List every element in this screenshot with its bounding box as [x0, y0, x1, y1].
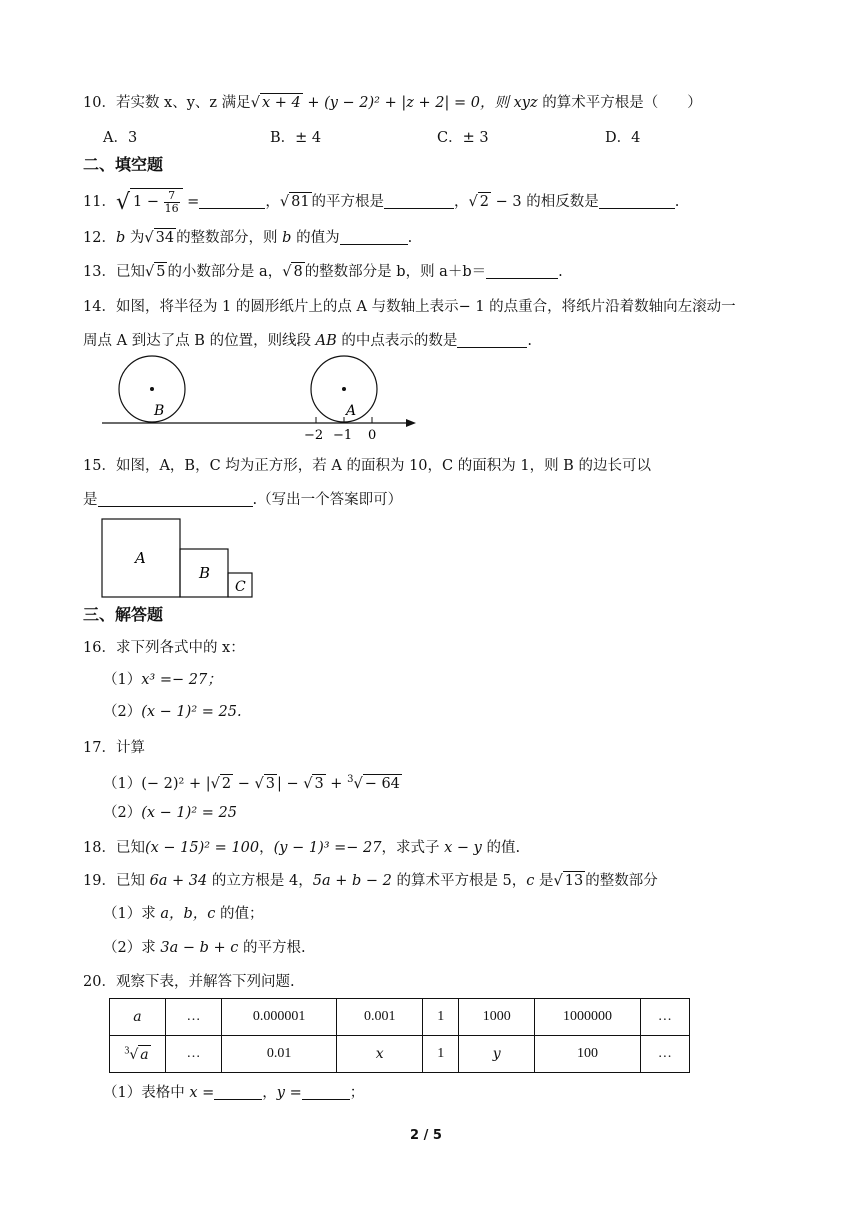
- question-text: 的小数部分是 a，: [167, 264, 283, 280]
- part-label: （2）: [103, 704, 142, 720]
- denominator: 16: [164, 201, 179, 215]
- question-number: 18．: [83, 840, 116, 856]
- question-14-line2: [83, 331, 532, 351]
- question-19-part2: [103, 938, 306, 958]
- question-17-part2: [103, 803, 237, 823]
- question-text: 周点 A 到达了点 B 的位置，则线段: [83, 333, 316, 349]
- sqrt-fraction: √: [115, 190, 130, 215]
- table-cell: …: [640, 1036, 689, 1073]
- question-text: 表格中: [141, 1085, 190, 1101]
- tick-label-minus1: −1: [333, 428, 353, 443]
- radicand: 2: [221, 775, 232, 792]
- radicand: 3: [314, 775, 324, 792]
- question-text: .（写出一个答案即可）: [252, 492, 403, 508]
- expression: 5a + b − 2: [312, 873, 392, 889]
- cube-root-index: 3: [124, 1044, 130, 1056]
- question-13: [83, 262, 563, 282]
- question-20: [83, 972, 295, 992]
- section-solutions: 三、解答题: [83, 605, 164, 624]
- table-cell: 1000: [459, 999, 535, 1036]
- radicand: [130, 188, 183, 215]
- squares-figure: [98, 515, 258, 601]
- question-number: 11．: [83, 194, 116, 210]
- answer-blank[interactable]: [340, 229, 408, 245]
- cube-root: √ a: [129, 1046, 149, 1063]
- question-number: 12．: [83, 230, 116, 246]
- expression: 6a + 34: [149, 873, 208, 889]
- question-11: 11．√ 1 − $\frac{7}{16}$ = ，√ 81 的平方根是 ，√ 2 − 3 的相反数是 .: [83, 188, 680, 215]
- radicand-pre: 1 −: [132, 194, 159, 210]
- part-label: （2）: [103, 940, 142, 956]
- answer-blank[interactable]: [599, 193, 675, 209]
- label-b: B: [154, 403, 165, 419]
- sqrt-expression: √ x + 4: [250, 95, 301, 111]
- question-10: [83, 93, 702, 113]
- question-number: 15．: [83, 458, 116, 474]
- question-text: 的整数部分是 b，则 a＋b＝: [304, 264, 487, 280]
- question-text: 已知: [115, 873, 150, 889]
- table-cell: 0.000001: [221, 999, 336, 1036]
- radicand: a: [140, 1046, 149, 1063]
- sqrt-2: √ 2: [210, 775, 232, 792]
- question-text: 的值；: [215, 906, 264, 922]
- label-square-b: B: [199, 564, 211, 582]
- expression-part: −: [233, 775, 255, 792]
- answer-blank[interactable]: [98, 491, 253, 507]
- question-16-part1: [103, 670, 222, 690]
- var-b: b: [115, 230, 126, 246]
- question-20-part1: [103, 1083, 364, 1103]
- var-c: c: [526, 873, 535, 889]
- separator: ，: [262, 1085, 277, 1101]
- part-label: （1）: [103, 775, 142, 792]
- tick-label-minus2: −2: [304, 428, 324, 443]
- sqrt-8: √ 8: [282, 264, 303, 280]
- circle-center-a: [342, 387, 346, 391]
- question-16: [83, 638, 245, 658]
- sqrt-81: √ 81: [279, 194, 310, 210]
- equation: (x − 1)² = 25.: [141, 704, 242, 720]
- radicand: − 64: [364, 775, 400, 792]
- circle-center-b: [150, 387, 154, 391]
- question-text: ，: [259, 840, 274, 856]
- question-text: 计算: [115, 740, 145, 756]
- label-a: A: [346, 403, 357, 419]
- part-label: （1）: [103, 1085, 142, 1101]
- radicand: 13: [564, 873, 584, 889]
- radicand: x + 4: [261, 95, 301, 111]
- part-label: （1）: [103, 906, 142, 922]
- sqrt-34: √ 34: [144, 230, 175, 246]
- question-15-line1: [83, 456, 651, 476]
- sqrt-3-b: √ 3: [303, 775, 324, 792]
- option-c: C．± 3: [437, 130, 489, 146]
- question-text: 观察下表，并解答下列问题.: [115, 974, 295, 990]
- label-square-c: C: [235, 579, 246, 595]
- xyz-term: xyz: [513, 95, 538, 111]
- question-text: 的平方根.: [238, 940, 306, 956]
- part-label: （2）: [103, 805, 142, 821]
- question-number: 13．: [83, 264, 116, 280]
- expression-part: (− 2)² + |: [141, 775, 211, 792]
- question-number: 17．: [83, 740, 116, 756]
- answer-blank[interactable]: [199, 193, 265, 209]
- question-18: [83, 838, 520, 858]
- question-text: 的平方根是: [311, 194, 385, 210]
- radicand: 5: [156, 264, 166, 280]
- answer-blank[interactable]: [457, 332, 527, 348]
- table-cell: …: [640, 999, 689, 1036]
- question-text: 的整数部分，则: [176, 230, 283, 246]
- cube-root-table: [109, 998, 690, 1073]
- question-19: [83, 871, 658, 891]
- table-cell: a: [110, 999, 166, 1036]
- page-number: 2 / 5: [410, 1128, 442, 1143]
- question-text: 是: [83, 492, 98, 508]
- expression-part: +: [325, 775, 348, 792]
- equation: (x − 1)² = 25: [141, 805, 237, 821]
- table-cell: 0.001: [337, 999, 423, 1036]
- question-text: 求: [141, 906, 161, 922]
- table-cell: 1: [423, 999, 459, 1036]
- radicand: 81: [291, 194, 310, 210]
- radicand: 8: [293, 264, 303, 280]
- radicand: 3: [265, 775, 275, 792]
- table-row: [110, 999, 690, 1036]
- question-number: 14．: [83, 299, 116, 315]
- answer-blank-y[interactable]: [302, 1084, 350, 1100]
- question-number: 10．: [83, 95, 116, 111]
- question-text: ，求式子: [381, 840, 445, 856]
- label-square-a: A: [135, 549, 146, 567]
- fraction: [164, 190, 180, 215]
- question-text: 若实数 x、y、z 满足: [115, 95, 251, 111]
- number-line-arrow: [406, 419, 416, 427]
- period: .: [527, 333, 533, 349]
- cube-root-index: 3: [347, 774, 354, 785]
- question-19-part1: [103, 904, 264, 924]
- radicand: 2: [479, 194, 490, 210]
- radicand: 34: [155, 230, 175, 246]
- question-text: 的立方根是 4，: [207, 873, 313, 889]
- question-text: 已知: [115, 264, 145, 280]
- section-fill-in: 二、填空题: [83, 155, 164, 174]
- table-cell: …: [165, 1036, 221, 1073]
- question-number: 16．: [83, 640, 116, 656]
- option-d: D．4: [605, 130, 641, 146]
- segment-ab: AB: [315, 333, 337, 349]
- var-x: x =: [189, 1085, 215, 1101]
- var-y: y =: [276, 1085, 302, 1101]
- period: .: [674, 194, 680, 210]
- answer-blank-x[interactable]: [214, 1084, 262, 1100]
- semicolon: ；: [349, 1085, 365, 1101]
- question-text: 的整数部分: [585, 873, 658, 889]
- table-row: [110, 1036, 690, 1073]
- equation-rest: + (y − 2)² + |z + 2| = 0，则: [302, 95, 514, 111]
- sqrt-13: √ 13: [553, 873, 584, 889]
- question-text: 的值为: [291, 230, 340, 246]
- table-cell: 0.01: [221, 1036, 336, 1073]
- equation: (y − 1)³ =− 27: [273, 840, 382, 856]
- question-text: 如图，将半径为 1 的圆形纸片上的点 A 与数轴上表示− 1 的点重合，将纸片沿着数轴向左滚动一: [115, 299, 736, 315]
- question-text: 是: [534, 873, 554, 889]
- equation: x³ =− 27；: [141, 672, 222, 688]
- tick-label-zero: 0: [368, 428, 377, 443]
- question-text: − 3 的相反数是: [491, 194, 599, 210]
- sqrt-3: √ 3: [254, 775, 275, 792]
- question-text: 求下列各式中的 x：: [115, 640, 245, 656]
- answer-blank[interactable]: [486, 263, 558, 279]
- question-tail: 的算术平方根是（ ）: [537, 95, 702, 111]
- table-cell: 100: [535, 1036, 641, 1073]
- question-15-line2: [83, 490, 402, 510]
- question-text: 的中点表示的数是: [336, 333, 458, 349]
- answer-blank[interactable]: [384, 193, 454, 209]
- var-b: b: [282, 230, 292, 246]
- rolling-circle-figure: [90, 355, 430, 445]
- expression: x − y: [444, 840, 482, 856]
- period: .: [558, 264, 563, 280]
- option-a: A．3: [103, 130, 138, 146]
- question-number: 20．: [83, 974, 116, 990]
- table-cell: 1: [423, 1036, 459, 1073]
- table-cell: 1000000: [535, 999, 641, 1036]
- question-16-part2: [103, 702, 242, 722]
- question-text: 为: [125, 230, 145, 246]
- expression: 3a − b + c: [160, 940, 239, 956]
- question-17: [83, 738, 145, 758]
- question-17-part1: [103, 770, 402, 794]
- question-text: 的值.: [481, 840, 521, 856]
- question-text: 的算术平方根是 5，: [391, 873, 527, 889]
- sqrt-5: √ 5: [144, 264, 166, 280]
- question-number: 19．: [83, 873, 116, 889]
- equals: =: [182, 194, 200, 210]
- period: .: [407, 230, 413, 246]
- question-text: 已知: [115, 840, 145, 856]
- table-cell-cube-root-head: [110, 1036, 166, 1073]
- equation: (x − 15)² = 100: [144, 840, 260, 856]
- table-cell: x: [337, 1036, 423, 1073]
- numerator: 7: [164, 190, 180, 203]
- question-12: [83, 228, 412, 248]
- table-cell: …: [165, 999, 221, 1036]
- part-label: （1）: [103, 672, 142, 688]
- question-text: 如图，A，B，C 均为正方形，若 A 的面积为 10，C 的面积为 1，则 B 的边长可以: [115, 458, 651, 474]
- option-b: B．± 4: [270, 130, 322, 146]
- cube-root: √ − 64: [353, 775, 400, 792]
- question-14-line1: [83, 297, 736, 317]
- variables: a，b，c: [160, 906, 216, 922]
- question-text: 求: [141, 940, 161, 956]
- sqrt-2: √ 2: [468, 194, 490, 210]
- expression-part: | −: [276, 775, 304, 792]
- table-cell: y: [459, 1036, 535, 1073]
